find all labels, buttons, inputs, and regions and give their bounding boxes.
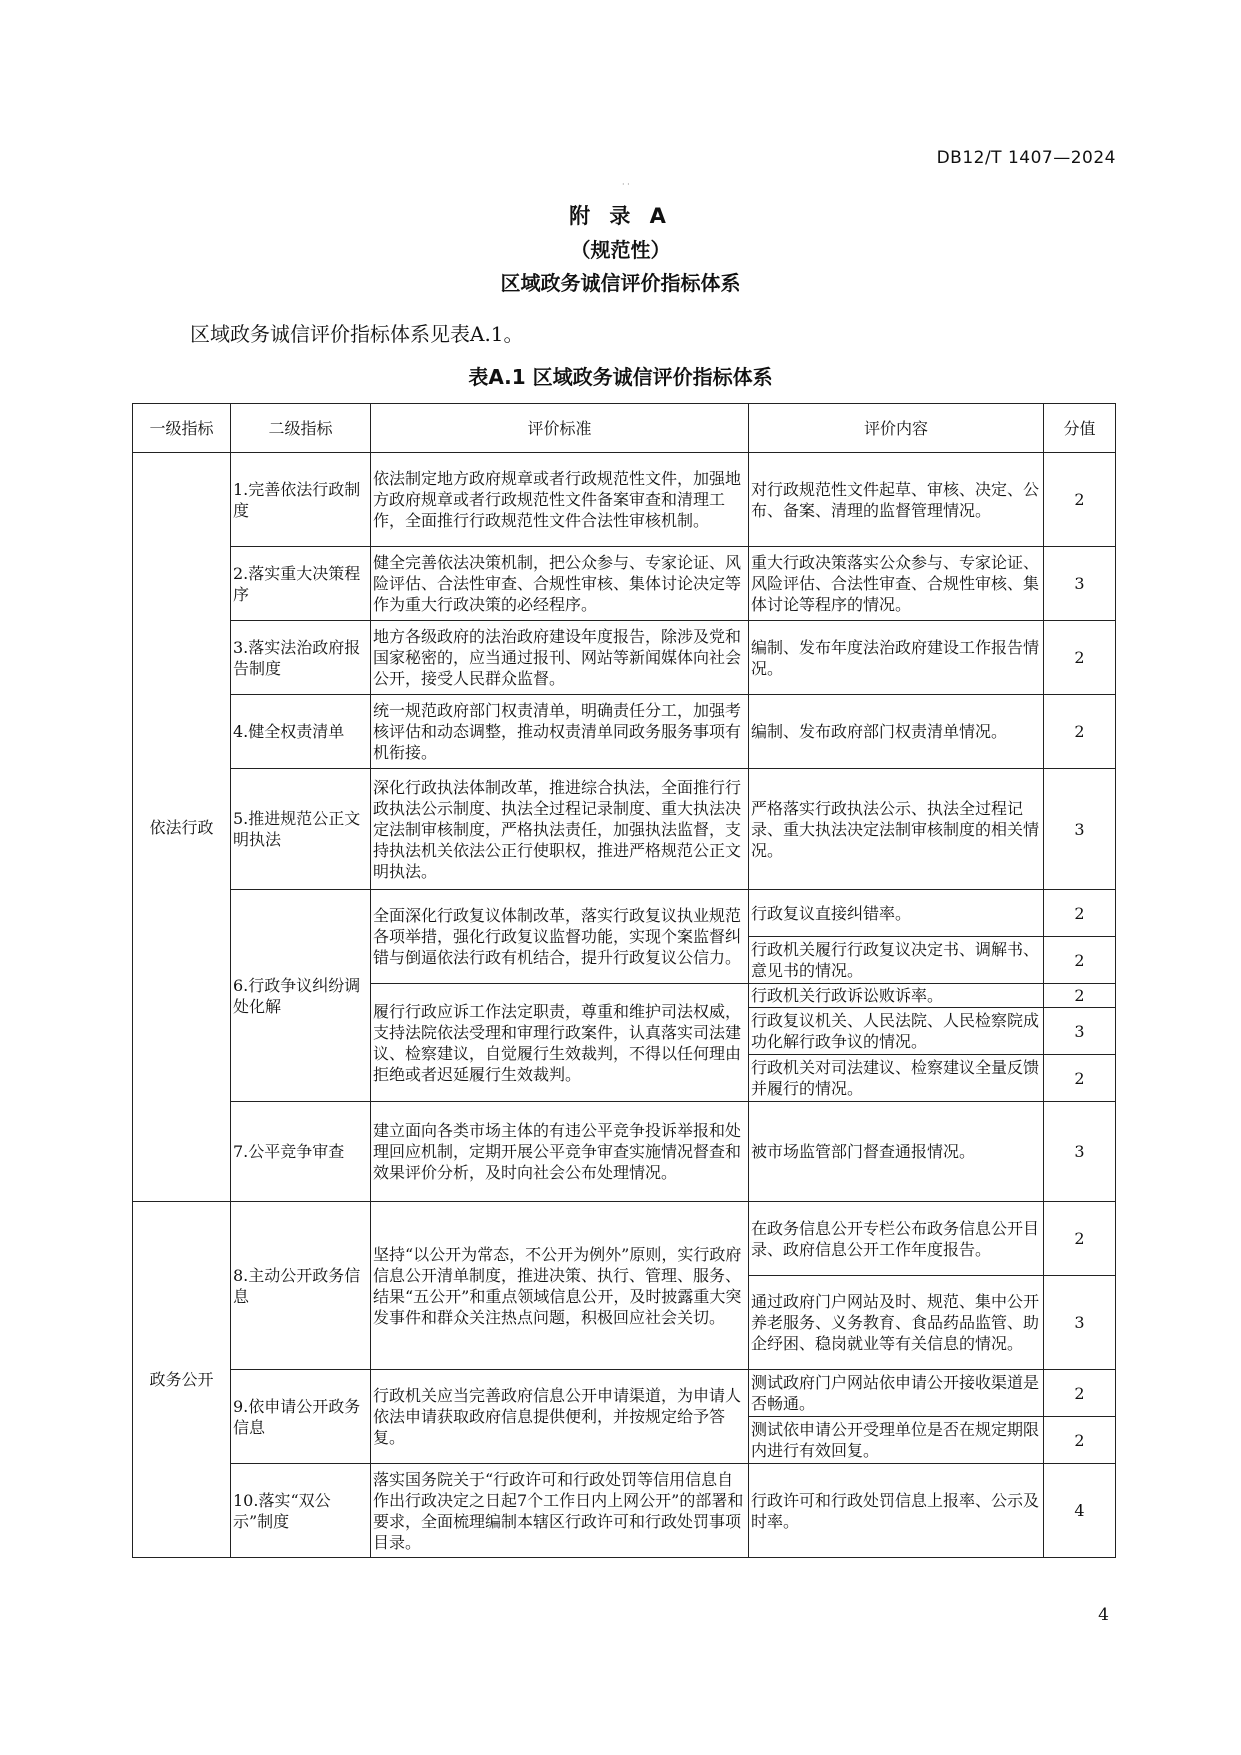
document-code: DB12/T 1407—2024 — [936, 148, 1116, 168]
level2-cell: 5.推进规范公正文明执法 — [231, 769, 371, 890]
table-row — [133, 1202, 1116, 1276]
score-cell: 4 — [1044, 1464, 1116, 1558]
score-cell: 2 — [1044, 1370, 1116, 1417]
header-content: 评价内容 — [749, 404, 1044, 453]
table-row — [133, 453, 1116, 547]
table-row — [133, 695, 1116, 769]
standard-cell: 统一规范政府部门权责清单，明确责任分工，加强考核评估和动态调整，推动权责清单同政务服务事项有机衔接。 — [371, 695, 749, 769]
score-cell: 2 — [1044, 453, 1116, 547]
level2-cell: 4.健全权责清单 — [231, 695, 371, 769]
table-row — [133, 547, 1116, 621]
score-cell: 2 — [1044, 695, 1116, 769]
content-cell: 编制、发布年度法治政府建设工作报告情况。 — [749, 621, 1044, 695]
level2-cell: 3.落实法治政府报告制度 — [231, 621, 371, 695]
standard-cell: 建立面向各类市场主体的有违公平竞争投诉举报和处理回应机制，定期开展公平竞争审查实施情况督查和效果评价分析，及时向社会公布处理情况。 — [371, 1102, 749, 1202]
content-cell: 行政机关对司法建议、检察建议全量反馈并履行的情况。 — [749, 1055, 1044, 1102]
header-level1: 一级指标 — [133, 404, 231, 453]
score-cell: 2 — [1044, 984, 1116, 1008]
content-cell: 在政务信息公开专栏公布政务信息公开目录、政府信息公开工作年度报告。 — [749, 1202, 1044, 1276]
content-cell: 行政复议直接纠错率。 — [749, 890, 1044, 937]
score-cell: 3 — [1044, 547, 1116, 621]
appendix-title: 附 录 A — [569, 204, 672, 228]
header-level2: 二级指标 — [231, 404, 371, 453]
content-cell: 行政许可和行政处罚信息上报率、公示及时率。 — [749, 1464, 1044, 1558]
table-row — [133, 621, 1116, 695]
level1-cell: 政务公开 — [133, 1202, 231, 1558]
standard-cell: 坚持“以公开为常态，不公开为例外”原则，实行政府信息公开清单制度，推进决策、执行、管理、服务、结果“五公开”和重点领域信息公开，及时披露重大突发事件和群众关注热点问题，积极回应社会关切。 — [371, 1202, 749, 1370]
level2-cell: 10.落实“双公示”制度 — [231, 1464, 371, 1558]
level2-cell: 7.公平竞争审查 — [231, 1102, 371, 1202]
level2-cell: 1.完善依法行政制度 — [231, 453, 371, 547]
standard-cell: 地方各级政府的法治政府建设年度报告，除涉及党和国家秘密的，应当通过报刊、网站等新闻媒体向社会公开，接受人民群众监督。 — [371, 621, 749, 695]
content-cell: 测试政府门户网站依申请公开接收渠道是否畅通。 — [749, 1370, 1044, 1417]
content-cell: 行政复议机关、人民法院、人民检察院成功化解行政争议的情况。 — [749, 1008, 1044, 1055]
content-cell: 重大行政决策落实公众参与、专家论证、风险评估、合法性审查、合规性审核、集体讨论等程序的情况。 — [749, 547, 1044, 621]
content-cell: 行政机关行政诉讼败诉率。 — [749, 984, 1044, 1008]
decorative-dots: · · — [622, 180, 630, 189]
appendix-nature: （规范性） — [570, 238, 671, 262]
standard-cell: 行政机关应当完善政府信息公开申请渠道，为申请人依法申请获取政府信息提供便利，并按规定给予答复。 — [371, 1370, 749, 1464]
content-cell: 对行政规范性文件起草、审核、决定、公布、备案、清理的监督管理情况。 — [749, 453, 1044, 547]
level1-cell: 依法行政 — [133, 453, 231, 1202]
score-cell: 2 — [1044, 1202, 1116, 1276]
evaluation-index-table — [132, 403, 1116, 1558]
standard-cell: 全面深化行政复议体制改革，落实行政复议执业规范各项举措，强化行政复议监督功能，实现个案监督纠错与倒逼依法行政有机结合，提升行政复议公信力。 — [371, 890, 749, 984]
content-cell: 通过政府门户网站及时、规范、集中公开养老服务、义务教育、食品药品监管、助企纾困、稳岗就业等有关信息的情况。 — [749, 1276, 1044, 1370]
score-cell: 2 — [1044, 1055, 1116, 1102]
page-number: 4 — [1098, 1605, 1109, 1625]
score-cell: 2 — [1044, 621, 1116, 695]
table-row — [133, 1370, 1116, 1417]
level2-cell: 2.落实重大决策程序 — [231, 547, 371, 621]
table-row — [133, 1464, 1116, 1558]
intro-paragraph: 区域政务诚信评价指标体系见表A.1。 — [190, 322, 524, 346]
score-cell: 3 — [1044, 1008, 1116, 1055]
table-row — [133, 769, 1116, 890]
appendix-name: 区域政务诚信评价指标体系 — [500, 271, 741, 295]
table-caption: 表A.1 区域政务诚信评价指标体系 — [468, 365, 773, 389]
content-cell: 编制、发布政府部门权责清单情况。 — [749, 695, 1044, 769]
level2-cell: 6.行政争议纠纷调处化解 — [231, 890, 371, 1102]
standard-cell: 履行行政应诉工作法定职责，尊重和维护司法权威，支持法院依法受理和审理行政案件，认真落实司法建议、检察建议，自觉履行生效裁判，不得以任何理由拒绝或者迟延履行生效裁判。 — [371, 984, 749, 1102]
content-cell: 被市场监管部门督查通报情况。 — [749, 1102, 1044, 1202]
score-cell: 2 — [1044, 890, 1116, 937]
score-cell: 3 — [1044, 1102, 1116, 1202]
score-cell: 2 — [1044, 937, 1116, 984]
table-header-row — [133, 404, 1116, 453]
standard-cell: 依法制定地方政府规章或者行政规范性文件，加强地方政府规章或者行政规范性文件备案审查和清理工作，全面推行行政规范性文件合法性审核机制。 — [371, 453, 749, 547]
score-cell: 3 — [1044, 769, 1116, 890]
standard-cell: 深化行政执法体制改革，推进综合执法，全面推行行政执法公示制度、执法全过程记录制度、重大执法决定法制审核制度，严格执法责任，加强执法监督，支持执法机关依法公正行使职权，推进严格规范公正文明执法。 — [371, 769, 749, 890]
content-cell: 测试依申请公开受理单位是否在规定期限内进行有效回复。 — [749, 1417, 1044, 1464]
table-row — [133, 890, 1116, 937]
level2-cell: 8.主动公开政务信息 — [231, 1202, 371, 1370]
level2-cell: 9.依申请公开政务信息 — [231, 1370, 371, 1464]
content-cell: 行政机关履行行政复议决定书、调解书、意见书的情况。 — [749, 937, 1044, 984]
header-score: 分值 — [1044, 404, 1116, 453]
header-standard: 评价标准 — [371, 404, 749, 453]
standard-cell: 落实国务院关于“行政许可和行政处罚等信用信息自作出行政决定之日起7个工作日内上网公开”的部署和要求，全面梳理编制本辖区行政许可和行政处罚事项目录。 — [371, 1464, 749, 1558]
score-cell: 3 — [1044, 1276, 1116, 1370]
standard-cell: 健全完善依法决策机制，把公众参与、专家论证、风险评估、合法性审查、合规性审核、集体讨论决定等作为重大行政决策的必经程序。 — [371, 547, 749, 621]
table-row — [133, 1102, 1116, 1202]
score-cell: 2 — [1044, 1417, 1116, 1464]
content-cell: 严格落实行政执法公示、执法全过程记录、重大执法决定法制审核制度的相关情况。 — [749, 769, 1044, 890]
